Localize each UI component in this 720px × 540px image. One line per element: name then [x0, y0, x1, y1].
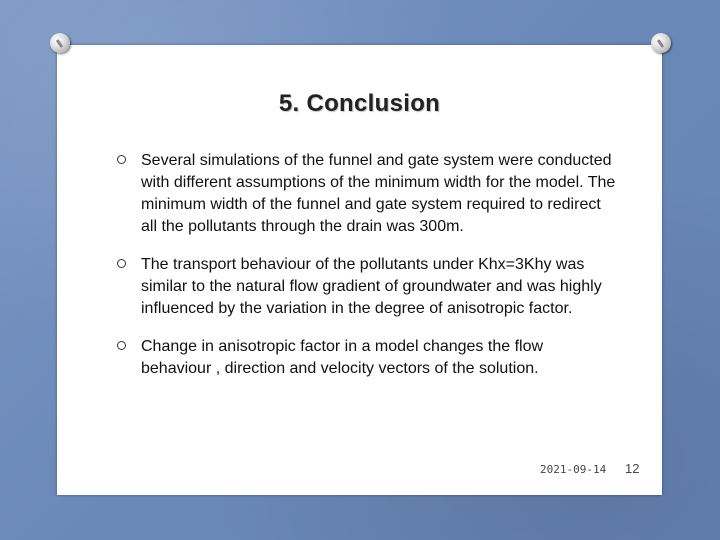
bullet-item	[117, 254, 617, 320]
hollow-circle-bullet-icon	[117, 259, 126, 268]
hollow-circle-bullet-icon	[117, 155, 126, 164]
footer-date: 2021-09-14	[540, 463, 607, 476]
bullet-item	[117, 336, 617, 380]
bullet-item	[117, 150, 617, 238]
bullet-text: The transport behaviour of the pollutants under Khx=3Khy was similar to the natural flow gradient of groundwater and was highly influenced by the variation in the degree of anisotropic factor.	[141, 256, 602, 317]
bullet-text: Several simulations of the funnel and gate system were conducted with different assumptions of the minimum width for the model. The minimum width of the funnel and gate system required to redirect all the pollutants through the drain was 300m.	[141, 152, 616, 235]
bullet-text: Change in anisotropic factor in a model changes the flow behaviour , direction and velocity vectors of the solution.	[141, 338, 544, 377]
slide-number: 12	[625, 461, 640, 476]
hollow-circle-bullet-icon	[117, 341, 126, 350]
pushpin-icon-left	[50, 33, 70, 53]
pushpin-icon-right	[651, 33, 671, 53]
slide-title: 5. Conclusion	[278, 90, 441, 117]
bullet-list	[117, 150, 617, 380]
